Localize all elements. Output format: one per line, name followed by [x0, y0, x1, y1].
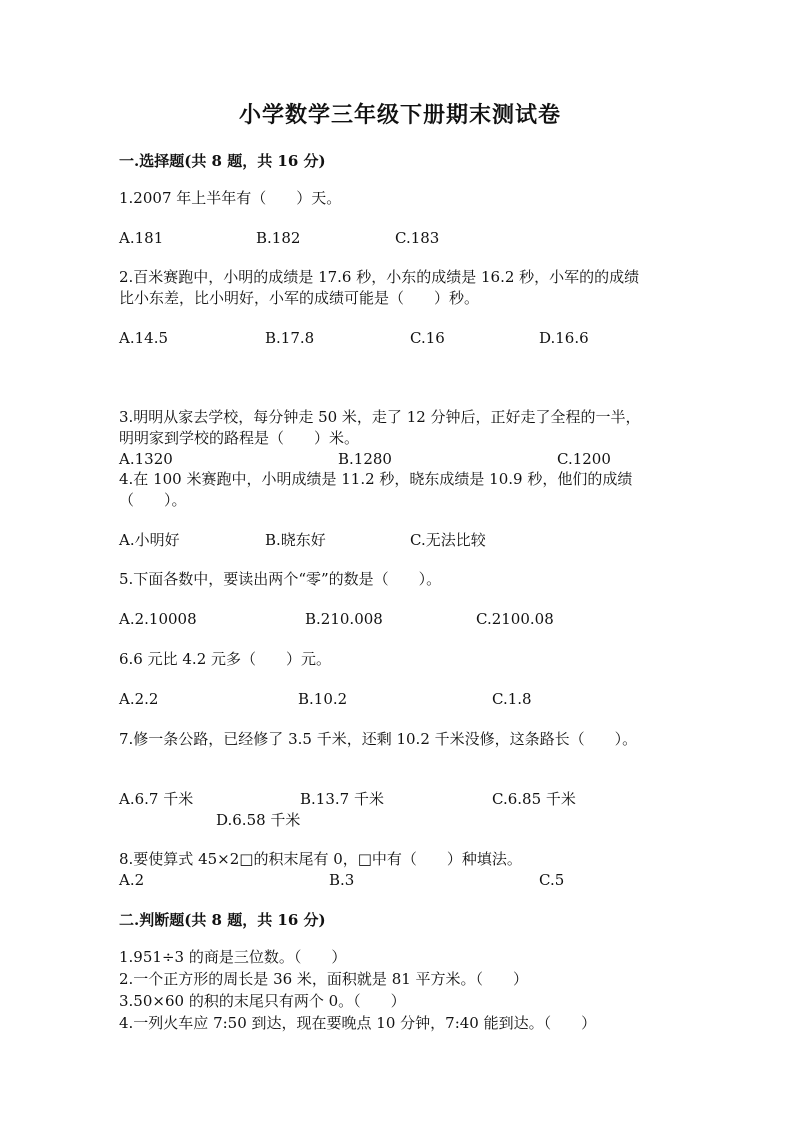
answer-option: C.1200 [557, 450, 611, 468]
question-stem: （ ）。 [119, 491, 187, 509]
answer-option: C.无法比较 [410, 531, 486, 549]
answer-option: C.2100.08 [476, 610, 554, 628]
answer-option: C.1.8 [492, 690, 532, 708]
answer-option: B.晓东好 [265, 531, 326, 549]
answer-option: A.1320 [119, 450, 173, 468]
answer-option: C.5 [539, 871, 565, 889]
answer-option: A.2.10008 [119, 610, 197, 628]
page-title: 小学数学三年级下册期末测试卷 [238, 102, 561, 128]
answer-option: A.14.5 [119, 329, 168, 347]
question-stem: 4.在 100 米赛跑中，小明成绩是 11.2 秒，晓东成绩是 10.9 秒，他们的成绩 [119, 470, 633, 488]
answer-option: B.3 [329, 871, 355, 889]
section-heading-choice: 一.选择题(共 8 题，共 16 分) [119, 152, 326, 170]
answer-option: C.183 [395, 229, 440, 247]
answer-option: B.13.7 千米 [300, 790, 384, 808]
answer-option: B.17.8 [265, 329, 315, 347]
question-stem: 3.50×60 的积的末尾只有两个 0。（ ） [119, 992, 406, 1010]
answer-option: D.6.58 千米 [216, 811, 301, 829]
section-heading-judgement: 二.判断题(共 8 题，共 16 分) [119, 911, 326, 929]
answer-option: A.181 [119, 229, 164, 247]
answer-option: A.2.2 [119, 690, 159, 708]
answer-option: B.10.2 [298, 690, 348, 708]
answer-option: C.6.85 千米 [492, 790, 576, 808]
question-stem: 1.2007 年上半年有（ ）天。 [119, 189, 342, 207]
answer-option: B.1280 [338, 450, 392, 468]
answer-option: B.182 [256, 229, 301, 247]
answer-option: D.16.6 [539, 329, 589, 347]
question-stem: 8.要使算式 45×2□的积末尾有 0，□中有（ ）种填法。 [119, 850, 522, 868]
question-stem: 3.明明从家去学校，每分钟走 50 米，走了 12 分钟后，正好走了全程的一半， [119, 408, 641, 426]
question-stem: 比小东差，比小明好，小军的成绩可能是（ ）秒。 [119, 289, 480, 307]
answer-option: A.小明好 [119, 531, 180, 549]
question-stem: 1.951÷3 的商是三位数。（ ） [119, 948, 347, 966]
question-stem: 明明家到学校的路程是（ ）米。 [119, 429, 360, 447]
answer-option: A.2 [119, 871, 145, 889]
answer-option: B.210.008 [305, 610, 383, 628]
question-stem: 2.一个正方形的周长是 36 米，面积就是 81 平方米。（ ） [119, 970, 529, 988]
question-stem: 7.修一条公路，已经修了 3.5 千米，还剩 10.2 千米没修，这条路长（ ）。 [119, 730, 638, 748]
answer-option: C.16 [410, 329, 445, 347]
answer-option: A.6.7 千米 [119, 790, 194, 808]
question-stem: 4.一列火车应 7:50 到达，现在要晚点 10 分钟，7:40 能到达。（ ） [119, 1014, 597, 1032]
question-stem: 6.6 元比 4.2 元多（ ）元。 [119, 650, 332, 668]
question-stem: 2.百米赛跑中，小明的成绩是 17.6 秒，小东的成绩是 16.2 秒，小军的的成绩 [119, 268, 640, 286]
question-stem: 5.下面各数中，要读出两个“零”的数是（ ）。 [119, 570, 442, 588]
